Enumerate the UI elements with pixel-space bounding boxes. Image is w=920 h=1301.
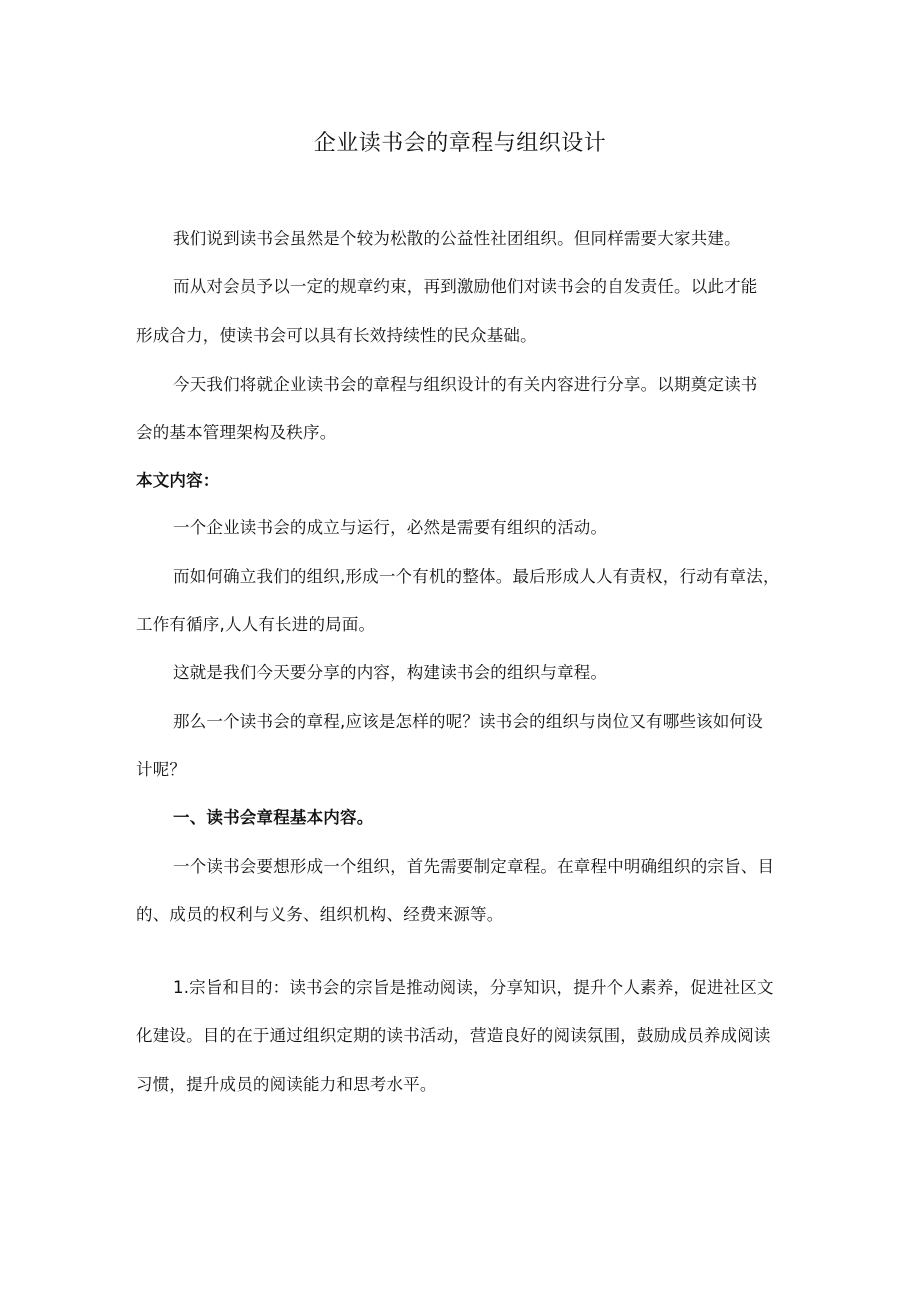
section-heading-content: 本文内容：	[136, 471, 220, 490]
paragraph-line: 而从对会员予以一定的规章约束，再到激励他们对读书会的自发责任。以此才能	[173, 277, 758, 296]
section-heading-1: 一、读书会章程基本内容。	[173, 808, 374, 827]
paragraph-line: 一个企业读书会的成立与运行，必然是需要有组织的活动。	[173, 518, 608, 537]
paragraph-line: 一个读书会要想形成一个组织，首先需要制定章程。在章程中明确组织的宗旨、目	[173, 857, 775, 876]
paragraph-line: 化建设。目的在于通过组织定期的读书活动，营造良好的阅读氛围，鼓励成员养成阅读	[136, 1026, 771, 1045]
document-title: 企业读书会的章程与组织设计	[313, 131, 607, 156]
paragraph-line: 会的基本管理架构及秩序。	[136, 423, 337, 442]
paragraph-line: 计呢？	[136, 760, 187, 779]
paragraph-line: 我们说到读书会虽然是个较为松散的公益性社团组织。但同样需要大家共建。	[173, 229, 741, 248]
paragraph-line: 的、成员的权利与义务、组织机构、经费来源等。	[136, 905, 504, 924]
paragraph-line: 形成合力，使读书会可以具有长效持续性的民众基础。	[136, 326, 537, 345]
paragraph-line: 1.宗旨和目的：读书会的宗旨是推动阅读，分享知识，提升个人素养，促进社区文	[173, 978, 774, 997]
paragraph-line: 那么一个读书会的章程,应该是怎样的呢？读书会的组织与岗位又有哪些该如何设	[173, 712, 763, 731]
paragraph-line: 而如何确立我们的组织,形成一个有机的整体。最后形成人人有责权，行动有章法，	[173, 567, 780, 586]
paragraph-line: 习惯，提升成员的阅读能力和思考水平。	[136, 1075, 437, 1094]
paragraph-line: 今天我们将就企业读书会的章程与组织设计的有关内容进行分享。以期奠定读书	[173, 375, 758, 394]
paragraph-line: 工作有循序,人人有长进的局面。	[136, 615, 376, 634]
paragraph-line: 这就是我们今天要分享的内容，构建读书会的组织与章程。	[173, 663, 608, 682]
